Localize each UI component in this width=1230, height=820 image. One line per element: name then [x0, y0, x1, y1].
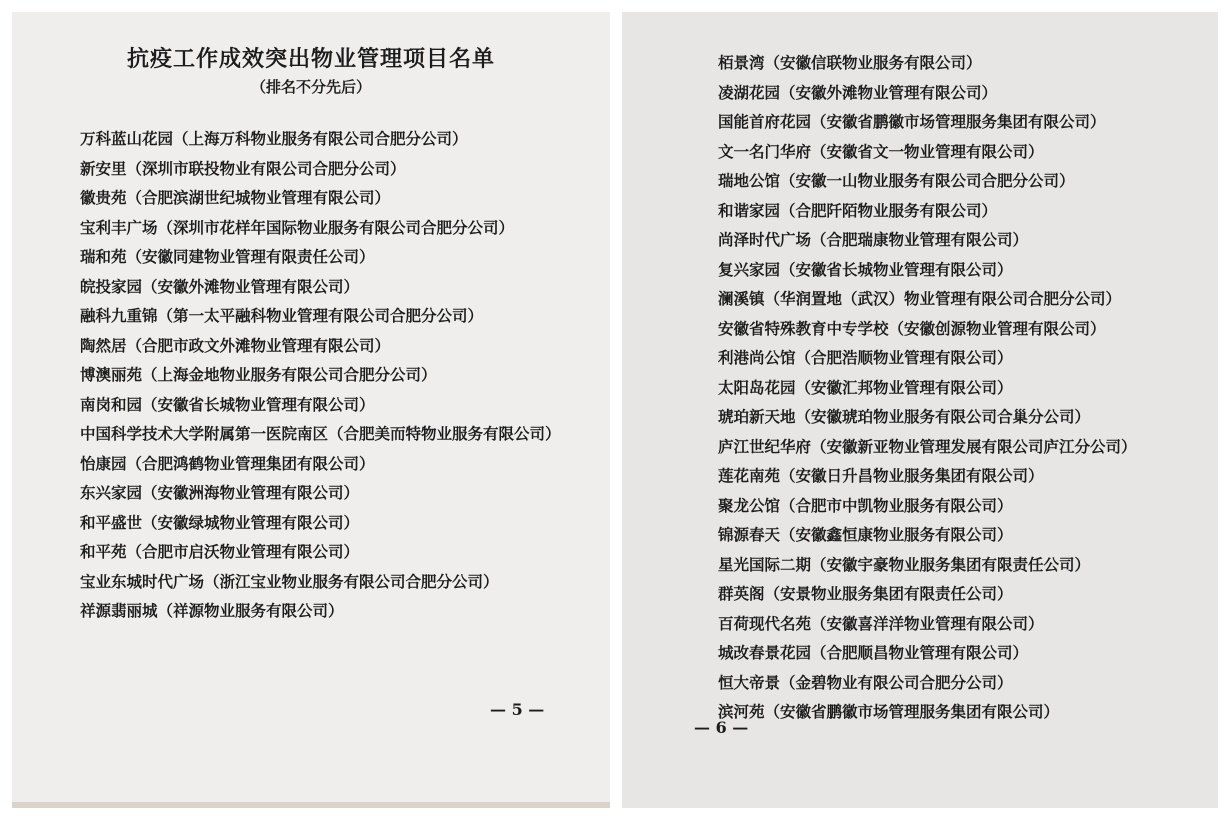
list-item: 城改春景花园（合肥顺昌物业管理有限公司）: [718, 643, 1029, 662]
list-item: 和谐家园（合肥阡陌物业服务有限公司）: [718, 200, 998, 220]
list-item: 锦源春天（安徽鑫恒康物业服务有限公司）: [718, 525, 1013, 544]
list-item: 滨河苑（安徽省鹏徽市场管理服务集团有限公司）: [718, 702, 1060, 721]
document-page-left: [12, 12, 610, 808]
list-item: 文一名门华府（安徽省文一物业管理有限公司）: [718, 141, 1044, 161]
list-item: 祥源翡丽城（祥源物业服务有限公司）: [80, 601, 344, 620]
list-item: 博澳丽苑（上海金地物业服务有限公司合肥分公司）: [80, 365, 437, 384]
list-item: 尚泽时代广场（合肥瑞康物业管理有限公司）: [718, 230, 1029, 249]
list-item: 万科蓝山花园（上海万科物业服务有限公司合肥分公司）: [80, 129, 468, 148]
page-number: — 5 —: [490, 700, 545, 719]
list-item: 琥珀新天地（安徽琥珀物业服务有限公司合巢分公司）: [718, 407, 1091, 426]
project-list-left: [80, 124, 600, 626]
list-item: 安徽省特殊教育中专学校（安徽创源物业管理有限公司）: [718, 318, 1106, 338]
list-item: 陶然居（合肥市政文外滩物业管理有限公司）: [80, 335, 391, 355]
page-title: 抗疫工作成效突出物业管理项目名单: [126, 46, 495, 72]
page-subtitle: （排名不分先后）: [250, 78, 371, 96]
list-item: 皖投家园（安徽外滩物业管理有限公司）: [80, 276, 360, 296]
list-item: 南岗和园（安徽省长城物业管理有限公司）: [80, 394, 375, 414]
list-item: 东兴家园（安徽洲海物业管理有限公司）: [80, 483, 360, 502]
list-item: 和平苑（合肥市启沃物业管理有限公司）: [80, 542, 360, 561]
list-item: 群英阁（安景物业服务集团有限责任公司）: [718, 584, 1013, 603]
list-item: 百荷现代名苑（安徽喜洋洋物业管理有限公司）: [718, 613, 1044, 633]
list-item: 中国科学技术大学附属第一医院南区（合肥美而特物业服务有限公司）: [80, 424, 561, 443]
list-item: 国能首府花园（安徽省鹏徽市场管理服务集团有限公司）: [718, 112, 1106, 131]
list-item: 怡康园（合肥鸿鹤物业管理集团有限公司）: [80, 453, 375, 473]
list-item: 莲花南苑（安徽日升昌物业服务集团有限公司）: [718, 466, 1044, 485]
list-item: 徽贵苑（合肥滨湖世纪城物业管理有限公司）: [80, 188, 391, 207]
list-item: 宝利丰广场（深圳市花样年国际物业服务有限公司合肥分公司）: [80, 217, 515, 237]
document-page-right: [622, 12, 1218, 808]
list-item: 栢景湾（安徽信联物业服务有限公司）: [718, 53, 982, 72]
list-item: 聚龙公馆（合肥市中凯物业服务有限公司）: [718, 495, 1013, 515]
list-item: 和平盛世（安徽绿城物业管理有限公司）: [80, 512, 360, 532]
list-item: 复兴家园（安徽省长城物业管理有限公司）: [718, 259, 1013, 279]
page-number: — 6 —: [694, 718, 749, 737]
list-item: 星光国际二期（安徽宇豪物业服务集团有限责任公司）: [718, 554, 1091, 574]
list-item: 庐江世纪华府（安徽新亚物业管理发展有限公司庐江分公司）: [718, 436, 1137, 456]
list-item: 新安里（深圳市联投物业有限公司合肥分公司）: [80, 158, 406, 178]
list-item: 融科九重锦（第一太平融科物业管理有限公司合肥分公司）: [80, 306, 484, 325]
list-item: 澜溪镇（华润置地（武汉）物业管理有限公司合肥分公司）: [718, 289, 1122, 308]
list-item: 恒大帝景（金碧物业有限公司合肥分公司）: [718, 672, 1013, 692]
list-item: 宝业东城时代广场（浙江宝业物业服务有限公司合肥分公司）: [80, 571, 499, 591]
list-item: 太阳岛花园（安徽汇邦物业管理有限公司）: [718, 377, 1013, 397]
list-item: 利港尚公馆（合肥浩顺物业管理有限公司）: [718, 348, 1013, 367]
list-item: 瑞和苑（安徽同建物业管理有限责任公司）: [80, 247, 375, 266]
list-item: 瑞地公馆（安徽一山物业服务有限公司合肥分公司）: [718, 171, 1075, 190]
list-item: 凌湖花园（安徽外滩物业管理有限公司）: [718, 82, 998, 102]
project-list-right: [718, 48, 1137, 727]
